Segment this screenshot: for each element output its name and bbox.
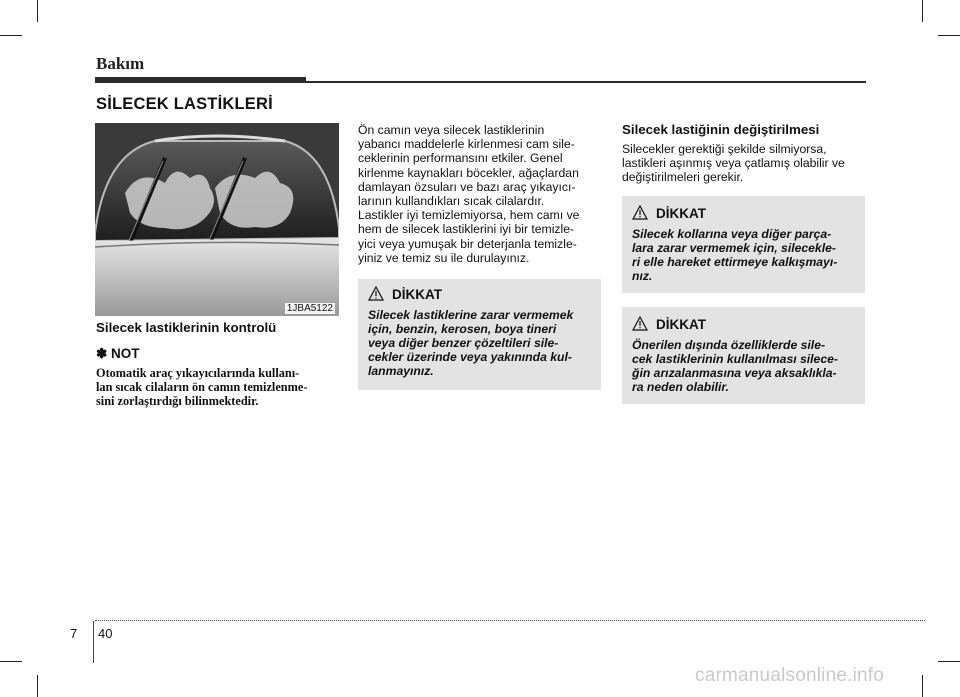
caution-text	[632, 227, 860, 283]
note-line: sini zorlaştırdığı bilinmektedir.	[96, 394, 259, 409]
caution-line: ğin arızalanmasına veya aksaklıkla-	[632, 366, 837, 380]
note-line: lan sıcak cilaların ön camın temizlenme-	[96, 380, 308, 395]
check-subheading: Silecek lastiklerinin kontrolü	[96, 320, 277, 335]
caution-title: DİKKAT	[392, 287, 442, 302]
caution-line: için, benzin, kerosen, boya tineri	[368, 322, 557, 336]
warning-triangle-icon	[368, 286, 384, 301]
caution-line: cekler üzerinde veya yakınında kul-	[368, 350, 572, 364]
crop-mark	[37, 0, 38, 22]
crop-mark	[938, 661, 960, 662]
caution-line: cek lastiklerinin kullanılması silece-	[632, 352, 838, 366]
caution-line: ri elle hareket ettirmeye kalkışmayı-	[632, 255, 838, 269]
paragraph-line: kirlenme kaynakları böcekler, ağaçlardan	[358, 165, 579, 180]
caution-box	[358, 279, 601, 390]
watermark: carmanualsonline.info	[695, 665, 885, 686]
caution-text	[368, 308, 596, 378]
caution-box	[622, 196, 865, 293]
paragraph-line: larının kullandıkları sıcak cilalardır.	[358, 194, 545, 209]
header-rule-thick	[95, 77, 306, 83]
paragraph-line: yiniz ve temiz su ile durulayınız.	[358, 250, 530, 265]
paragraph-line: değiştirilmeleri gerekir.	[622, 170, 744, 185]
right-paragraph	[622, 142, 865, 185]
note-title: ✽ NOT	[96, 346, 140, 361]
caution-line: Silecek lastiklerine zarar vermemek	[368, 308, 574, 322]
caution-line: lanmayınız.	[368, 364, 434, 378]
crop-mark	[938, 35, 960, 36]
crop-mark	[0, 35, 22, 36]
paragraph-line: Ön camın veya silecek lastiklerinin	[358, 123, 545, 137]
paragraph-line: hem de silecek lastiklerini iyi bir temizle-	[358, 222, 575, 237]
crop-mark	[37, 675, 38, 697]
caution-text	[632, 338, 860, 394]
paragraph-line: lastikleri aşınmış veya çatlamış olabilir ve	[622, 156, 845, 171]
caution-title: DİKKAT	[656, 317, 706, 332]
caution-box	[622, 307, 865, 404]
paragraph-line: yici veya yumuşak bir deterjanla temizle-	[358, 236, 577, 251]
caution-line: Silecek kollarına veya diğer parça-	[632, 227, 832, 241]
crop-mark	[922, 675, 923, 697]
replace-heading: Silecek lastiğinin değiştirilmesi	[622, 122, 820, 137]
paragraph-line: Silecekler gerektiği şekilde silmiyorsa,	[622, 142, 827, 156]
middle-paragraph	[358, 123, 601, 265]
header-rule-thin	[306, 81, 866, 83]
paragraph-line: yabancı maddelerle kirlenmesi cam sile-	[358, 137, 575, 152]
chapter-number: 7	[70, 626, 78, 641]
note-text	[96, 366, 339, 409]
caution-title: DİKKAT	[656, 206, 706, 221]
paragraph-line: ceklerinin performansını etkiler. Genel	[358, 151, 563, 166]
warning-triangle-icon	[632, 316, 648, 331]
caution-line: nız.	[632, 269, 653, 283]
page-header-title: Bakım	[96, 54, 145, 73]
caution-line: Önerilen dışında özelliklerde sile-	[632, 338, 826, 352]
caution-line: lara zarar vermemek için, silecekle-	[632, 241, 836, 255]
paragraph-line: damlayan özsuları ve bazı araç yıkayıcı-	[358, 179, 576, 194]
windshield-illustration	[95, 123, 339, 316]
page-number-divider	[93, 621, 94, 663]
note-line: Otomatik araç yıkayıcılarında kullanı-	[96, 366, 300, 380]
paragraph-line: Lastikler iyi temizlemiyorsa, hem camı ve	[358, 208, 580, 223]
section-title: SİLECEK LASTİKLERİ	[96, 95, 273, 113]
footer-dotted-rule	[95, 620, 925, 621]
caution-line: veya diğer benzer çözeltileri sile-	[368, 336, 559, 350]
windshield-wiper-figure	[95, 123, 339, 316]
crop-mark	[922, 0, 923, 22]
caution-line: ra neden olabilir.	[632, 380, 729, 394]
figure-code-label: 1JBA5122	[286, 303, 333, 314]
crop-mark	[0, 661, 22, 662]
page-number: 40	[98, 626, 113, 641]
warning-triangle-icon	[632, 205, 648, 220]
